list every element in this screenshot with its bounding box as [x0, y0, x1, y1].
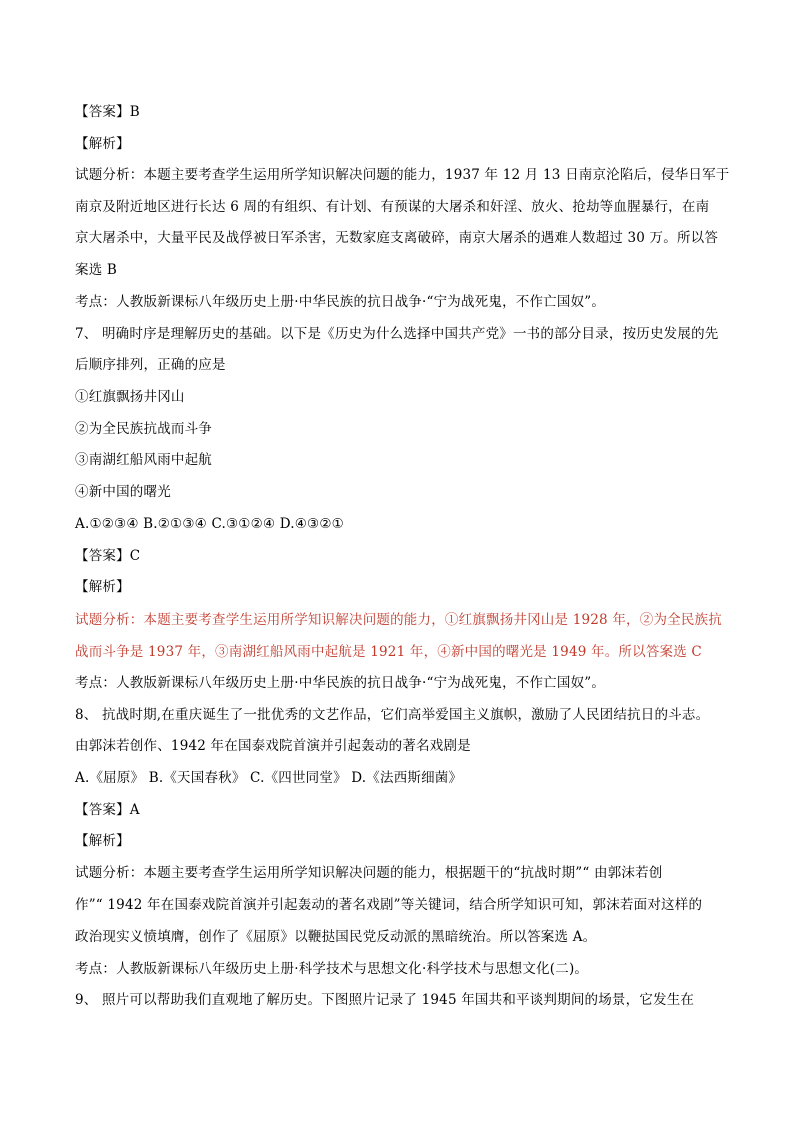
question-7: 后顺序排列，正确的应是: [75, 357, 226, 373]
answer-label: 【答案】B: [75, 104, 140, 120]
analysis-text: 京大屠杀中，大量平民及战俘被日军杀害，无数家庭支离破碎，南京大屠杀的遇难人数超过 30 万。所以答: [75, 230, 719, 246]
knowledge-point: 考点：人教版新课标八年级历史上册·中华民族的抗日战争·“宁为战死鬼，不作亡国奴”。: [75, 294, 606, 310]
knowledge-point: 考点：人教版新课标八年级历史上册·中华民族的抗日战争·“宁为战死鬼，不作亡国奴”。: [75, 675, 606, 691]
analysis-text-highlighted: 试题分析：本题主要考查学生运用所学知识解决问题的能力，①红旗飘扬井冈山是 1928 年，②为全民族抗: [75, 612, 722, 628]
question-8: 由郭沫若创作、1942 年在国泰戏院首演并引起轰动的著名戏剧是: [75, 738, 471, 754]
analysis-text: 政治现实义愤填膺，创作了《屈原》以鞭挞国民党反动派的黑暗统治。所以答案选 A。: [75, 929, 597, 945]
option-item: ③南湖红船风雨中起航: [75, 452, 212, 468]
analysis-text: 试题分析：本题主要考查学生运用所学知识解决问题的能力，1937 年 12 月 13 日南京沦陷后，侵华日军于: [75, 167, 730, 183]
option-item: ④新中国的曙光: [75, 484, 171, 500]
analysis-text: 南京及附近地区进行长达 6 周的有组织、有计划、有预谋的大屠杀和奸淫、放火、抢劫等血腥暴行，在南: [75, 199, 710, 215]
analysis-text: 作”“ 1942 年在国泰戏院首演并引起轰动的著名戏剧”等关键词，结合所学知识可知，郭沫若面对这样的: [75, 897, 703, 913]
option-item: ①红旗飘扬井冈山: [75, 389, 185, 405]
analysis-label: 【解析】: [75, 579, 130, 595]
option-item: ②为全民族抗战而斗争: [75, 421, 212, 437]
answer-choices: A.《屈原》 B.《天国春秋》 C.《四世同堂》 D.《法西斯细菌》: [75, 770, 463, 786]
answer-label: 【答案】A: [75, 802, 140, 818]
knowledge-point: 考点：人教版新课标八年级历史上册·科学技术与思想文化·科学技术与思想文化(二)。: [75, 961, 589, 977]
analysis-text: 试题分析：本题主要考查学生运用所学知识解决问题的能力，根据题干的“抗战时期”“ 由郭沫若创: [75, 865, 663, 881]
analysis-label: 【解析】: [75, 136, 130, 152]
question-8: 8、 抗战时期,在重庆诞生了一批优秀的文艺作品，它们高举爱国主义旗帜，激励了人民团结抗日的斗志。: [75, 707, 710, 723]
answer-label: 【答案】C: [75, 548, 141, 564]
question-7: 7、 明确时序是理解历史的基础。以下是《历史为什么选择中国共产党》一书的部分目录，按历史发展的先: [75, 326, 719, 342]
analysis-text: 案选 B: [75, 262, 118, 278]
answer-choices: A.①②③④ B.②①③④ C.③①②④ D.④③②①: [75, 516, 344, 532]
question-9: 9、 照片可以帮助我们直观地了解历史。下图照片记录了 1945 年国共和平谈判期间的场景，它发生在: [75, 992, 695, 1008]
analysis-text-highlighted: 战而斗争是 1937 年，③南湖红船风雨中起航是 1921 年，④新中国的曙光是 1949 年。所以答案选 C: [75, 644, 702, 660]
analysis-label: 【解析】: [75, 833, 130, 849]
